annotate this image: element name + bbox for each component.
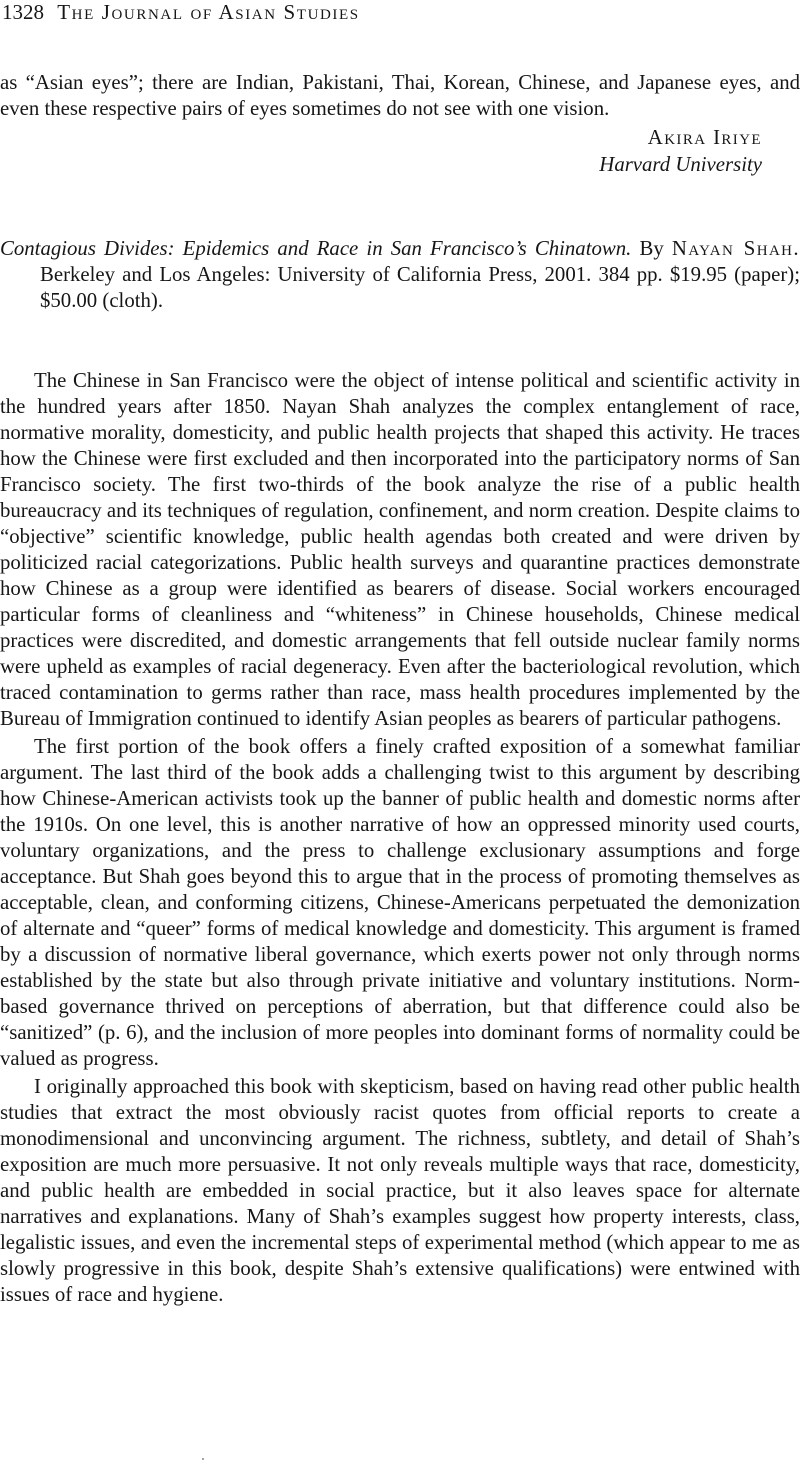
book-by: By	[639, 237, 664, 260]
journal-title: The Journal of Asian Studies	[57, 0, 360, 24]
page-number: 1328	[2, 0, 44, 24]
review-paragraph: The Chinese in San Francisco were the object of intense political and scientific activity in the hundred years after 1850. Nayan Shah analyzes the complex entanglement of race, normative morality, domesticity, and public health projects that shaped this activity. He traces how the Chinese were first excluded and then incorporated into the participatory norms of San Francisco society. The first two-thirds of the book analyze the rise of a public health bureaucracy and its techniques of regulation, confinement, and norm creation. Despite claims to “objective” scientific knowledge, public health agendas both created and were driven by politicized racial categorizations. Public health surveys and quarantine practices demonstrate how Chinese as a group were identified as bearers of disease. Social workers encouraged particular forms of cleanliness and “whiteness” in Chinese households, Chinese medical practices were discredited, and domestic arrangements that fell outside nuclear family norms were upheld as examples of racial degeneracy. Even after the bacteriological revolution, which traced contamination to germs rather than race, mass health procedures implemented by the Bureau of Immigration continued to identify Asian peoples as bearers of particular pathogens.	[0, 369, 800, 730]
reviewer-affiliation: Harvard University	[599, 153, 762, 176]
scan-speck	[202, 1458, 204, 1460]
review-paragraph: The first portion of the book offers a finely crafted exposition of a somewhat familiar argument. The last third of the book adds a challenging twist to this argument by describing how Chinese-American activists took up the banner of public health and domestic norms after the 1910s. On one level, this is another narrative of how an oppressed minority used courts, voluntary organizations, and the press to challenge exclusionary assumptions and forge acceptance. But Shah goes beyond this to argue that in the process of promoting themselves as acceptable, clean, and conforming citizens, Chinese-Americans perpetuated the demonization of alternate and “queer” forms of medical knowledge and domesticity. This argument is framed by a discussion of normative liberal governance, which exerts power not only through norms established by the state but also through private initiative and voluntary institutions. Norm-based governance thrived on perceptions of aberration, but that difference could also be “sanitized” (p. 6), and the inclusion of more peoples into dominant forms of normality could be valued as progress.	[0, 735, 800, 1070]
previous-review-text: as “Asian eyes”; there are Indian, Pakistani, Thai, Korean, Chinese, and Japanese eyes, and even these respective pairs of eyes sometimes do not see with one vision.	[0, 71, 800, 120]
book-publication: Berkeley and Los Angeles: University of California Press, 2001. 384 pp. $19.95 (paper); $50.00 (cloth).	[40, 263, 800, 312]
book-citation	[0, 236, 800, 314]
previous-review-closing	[0, 70, 800, 122]
running-head	[2, 0, 360, 24]
book-author: Nayan Shah.	[671, 237, 800, 260]
reviewer-name: Akira Iriye	[647, 126, 762, 149]
review-body	[0, 368, 800, 1310]
review-paragraph: I originally approached this book with skepticism, based on having read other public health studies that extract the most obviously racist quotes from official reports to create a monodimensional and unconvincing argument. The richness, subtlety, and detail of Shah’s exposition are much more persuasive. It not only reveals multiple ways that race, domesticity, and public health are embedded in social practice, but it also leaves space for alternate narratives and explanations. Many of Shah’s examples suggest how property interests, class, legalistic issues, and even the incremental steps of experimental method (which appear to me as slowly progressive in this book, despite Shah’s extensive qualifications) were entwined with issues of race and hygiene.	[0, 1075, 800, 1306]
book-title: Contagious Divides: Epidemics and Race in San Francisco’s Chinatown.	[0, 237, 632, 260]
